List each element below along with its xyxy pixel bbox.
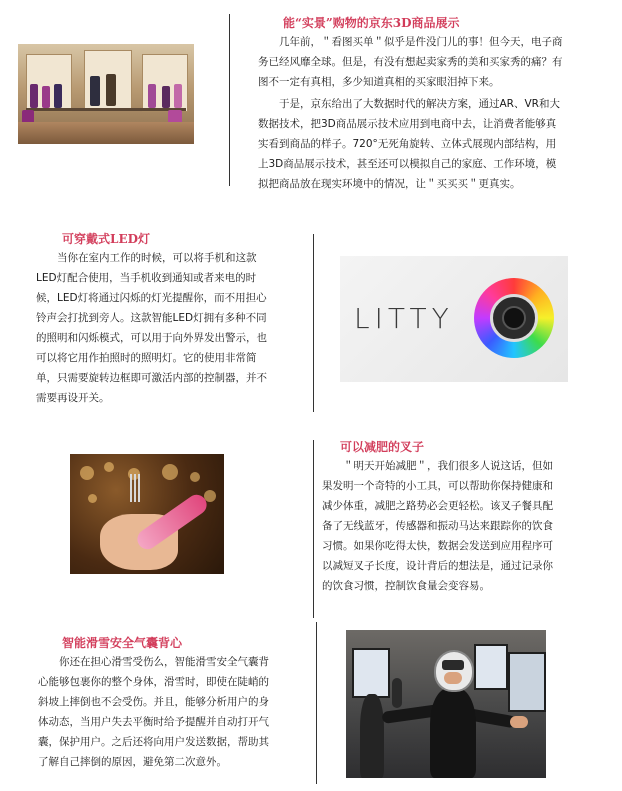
divider-4 xyxy=(316,622,317,784)
paragraph: 于是，京东给出了大数据时代的解决方案，通过AR、VR和大 数据技术，把3D商品展示技术应用到电商中去，让消费者能够真 实看到商品的样子。720°无死角旋转、立体式展现内部结构，用 上3D商品展示技术，甚至还可以模拟自己的家庭、工作环境，模 拟把商品放在现实环境中的情况，让＂买买买＂更真实。 xyxy=(258,98,560,190)
section-title: 能“实景”购物的京东3D商品展示 xyxy=(283,16,460,30)
section-title: 可穿戴式LED灯 xyxy=(62,232,150,246)
divider-1 xyxy=(229,14,230,186)
litty-led-photo xyxy=(340,256,568,382)
3d-store-photo xyxy=(18,44,194,144)
paragraph: ＂明天开始减肥＂，我们很多人说这话，但如 果发明一个奇特的小工具，可以帮助你保持健康和 减少体重，减肥之路势必会更轻松。该叉子餐具配 备了无线蓝牙，传感器和振动马达来跟踪你的饮食 习惯。如果你吃得太快，数据会发送到应用程序可 以减短叉子长度，设计背后的想法是，通过记录你 的饮食习惯，控制饮食量会变容易。 xyxy=(322,460,553,592)
divider-3 xyxy=(313,440,314,618)
section-title: 可以减肥的叉子 xyxy=(340,440,425,454)
paragraph: 几年前，＂看图买单＂似乎是件没门儿的事！但今天，电子商 务已经风靡全球。但是，有没有想起卖家秀的美和买家秀的痛？有 图不一定有真相，多少知道真相的买家眼泪掉下来。 xyxy=(258,36,563,88)
section-title: 智能滑雪安全气囊背心 xyxy=(62,636,183,650)
paragraph: 你还在担心滑雪受伤么，智能滑雪安全气囊背 心能够包裹你的整个身体，滑雪时，即使在陡峭的 斜坡上摔倒也不会受伤。并且，能够分析用户的身 体动态，当用户失去平衡时给予提醒并自动打开气 囊，保护用户。之后还将向用户发送数据，帮助其 了解自己摔倒的原因，避免第二次意外。 xyxy=(38,656,269,768)
divider-2 xyxy=(313,234,314,412)
paragraph: 当你在室内工作的时候，可以将手机和这款 LED灯配合使用，当手机收到通知或者来电的时 候，LED灯将通过闪烁的灯光提醒你，而不用担心 铃声会打扰到旁人。这款智能LED灯拥有多种不同 的照明和闪烁模式，可以用于向外界发出警示，也 可以将它用作拍照时的照明灯。它的使用非常简 单，只需要旋转边框即可激活内部的控制器，并不 需要再设开关。 xyxy=(36,252,267,404)
litty-wordmark: LITTY xyxy=(354,302,454,335)
ski-airbag-vest-photo xyxy=(346,630,546,778)
smart-fork-photo xyxy=(70,454,224,574)
